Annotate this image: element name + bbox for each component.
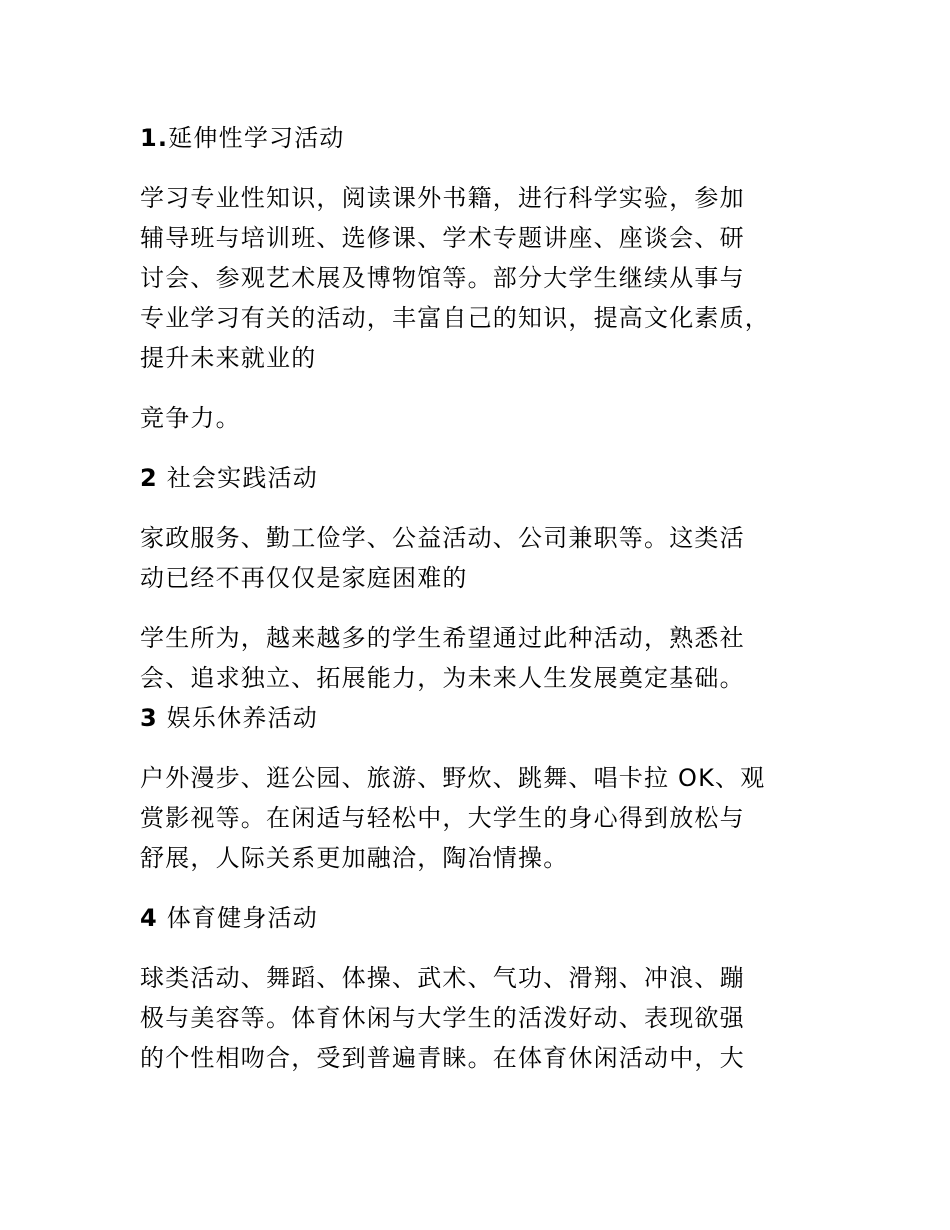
heading-number: 3 [140,704,158,732]
heading-number: 4 [140,904,158,932]
heading-text: 娱乐休养活动 [157,704,318,732]
section-heading [140,698,318,738]
paragraph-line: 极与美容等。体育休闲与大学生的活泼好动、表现欲强 [140,1004,745,1032]
paragraph-line: 户外漫步、逛公园、旅游、野炊、跳舞、唱卡拉 OK、观 [140,764,766,792]
paragraph-line: 竞争力。 [140,404,241,432]
paragraph-line: 辅导班与培训班、选修课、学术专题讲座、座谈会、研 [140,224,745,252]
paragraph-line: 学习专业性知识，阅读课外书籍，进行科学实验，参加 [140,184,745,212]
paragraph-line: 舒展，人际关系更加融洽，陶冶情操。 [140,844,569,872]
paragraph-line: 学生所为，越来越多的学生希望通过此种活动，熟悉社 [140,624,745,652]
paragraph-line: 家政服务、勤工俭学、公益活动、公司兼职等。这类活 [140,524,745,552]
paragraph-line: 球类活动、舞蹈、体操、武术、气功、滑翔、冲浪、蹦 [140,964,745,992]
section-heading [140,458,318,498]
heading-text: 延伸性学习活动 [168,124,345,152]
paragraph-line: 赏影视等。在闲适与轻松中，大学生的身心得到放松与 [140,804,745,832]
section-heading [140,898,318,938]
section-heading [140,118,345,158]
paragraph-line: 的个性相吻合，受到普遍青睐。在体育休闲活动中，大 [140,1044,745,1072]
heading-number: 1. [140,124,169,152]
paragraph-line: 讨会、参观艺术展及博物馆等。部分大学生继续从事与 [140,264,745,292]
paragraph-line: 专业学习有关的活动，丰富自己的知识，提高文化素质， [140,304,770,332]
heading-text: 社会实践活动 [157,464,318,492]
heading-number: 2 [140,464,158,492]
paragraph-line: 动已经不再仅仅是家庭困难的 [140,564,468,592]
heading-text: 体育健身活动 [157,904,318,932]
paragraph-line: 会、追求独立、拓展能力，为未来人生发展奠定基础。 [140,664,745,692]
paragraph-line: 提升未来就业的 [140,344,317,372]
